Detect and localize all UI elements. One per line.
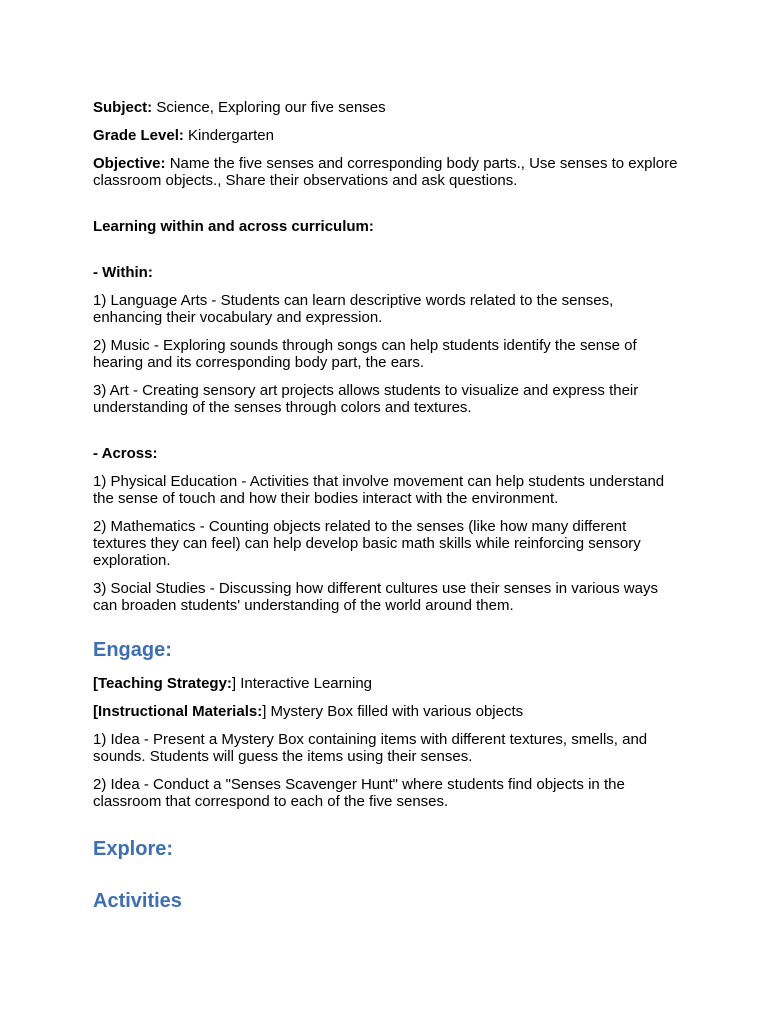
within-item-1: 1) Language Arts - Students can learn descriptive words related to the senses, enhancing their vocabulary and expression. [93, 292, 614, 326]
across-item-3: 3) Social Studies - Discussing how different cultures use their senses in various ways can broaden students' understanding of the world around them. [93, 580, 658, 614]
within-label: - Within: [93, 264, 153, 281]
activities-heading: Activities [93, 890, 182, 912]
subject-value: Science, Exploring our five senses [152, 99, 386, 116]
lesson-plan-document [93, 99, 683, 913]
explore-heading: Explore: [93, 838, 174, 860]
engage-idea-2: 2) Idea - Conduct a "Senses Scavenger Hunt" where students find objects in the classroom that correspond to each of the five senses. [93, 776, 625, 810]
teaching-strategy-line [93, 675, 683, 692]
objective-label: Objective: [93, 155, 166, 172]
engage-idea-1: 1) Idea - Present a Mystery Box containing items with different textures, smells, and sounds. Students will guess the items using their senses. [93, 731, 648, 765]
grade-level-line [93, 127, 683, 144]
grade-label: Grade Level: [93, 127, 184, 144]
within-item-2: 2) Music - Exploring sounds through songs can help students identify the sense of hearing and its corresponding body part, the ears. [93, 337, 637, 371]
objective-value: Name the five senses and corresponding body parts., Use senses to explore classroom objects., Share their observations and ask questions. [93, 155, 678, 189]
engage-heading: Engage: [93, 639, 172, 661]
teaching-strategy-label: [Teaching Strategy: [93, 675, 232, 692]
instructional-materials-line [93, 703, 683, 720]
across-label: - Across: [93, 445, 158, 462]
subject-line [93, 99, 683, 116]
instructional-materials-label: [Instructional Materials: [93, 703, 263, 720]
teaching-strategy-value: ] Interactive Learning [231, 675, 373, 692]
within-item-3: 3) Art - Creating sensory art projects allows students to visualize and express their understanding of the senses through colors and textures. [93, 382, 639, 416]
across-item-1: 1) Physical Education - Activities that involve movement can help students understand the sense of touch and how their bodies interact with the environment. [93, 473, 665, 507]
curriculum-title: Learning within and across curriculum: [93, 218, 374, 235]
subject-label: Subject: [93, 99, 153, 116]
objective-line [93, 155, 683, 189]
across-item-2: 2) Mathematics - Counting objects related to the senses (like how many different textures they can feel) can help develop basic math skills while reinforcing sensory exploration. [93, 518, 641, 569]
instructional-materials-value: ] Mystery Box filled with various objects [262, 703, 524, 720]
grade-value: Kindergarten [183, 127, 274, 144]
